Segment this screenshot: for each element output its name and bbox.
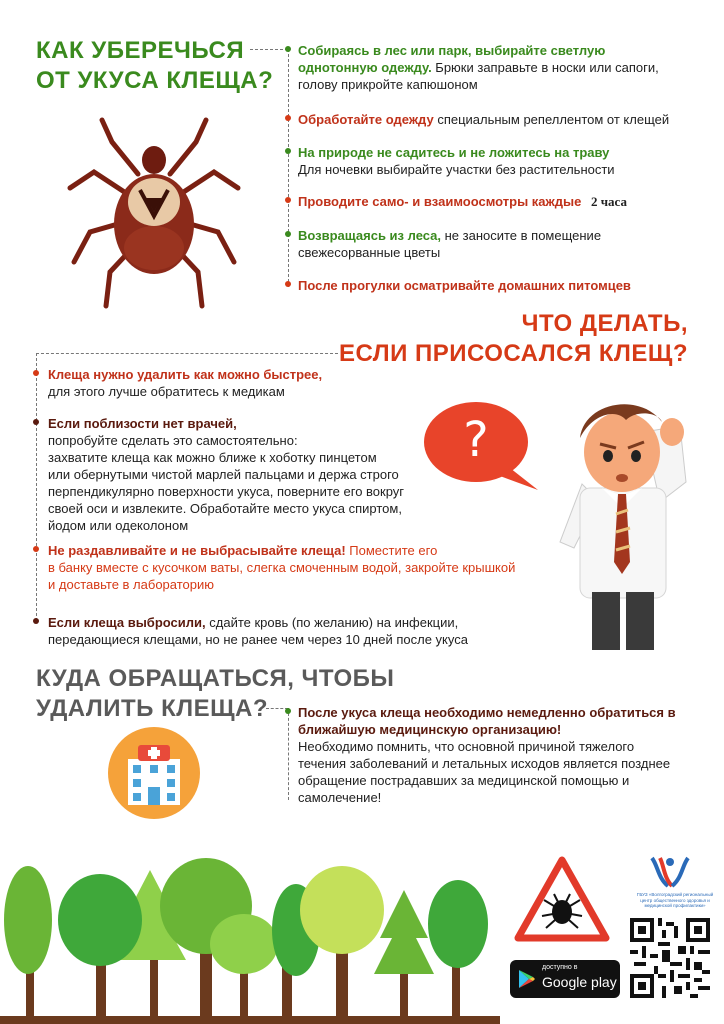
store-small-text: доступно в bbox=[542, 964, 578, 971]
s1-item-4-bold: Проводите само- и взаимоосмотры каждые bbox=[298, 194, 582, 209]
bullet-dot bbox=[33, 546, 39, 552]
s2-item-2-line: или обернутыми чистой марлей пальцами и держа строго bbox=[48, 467, 399, 482]
bullet-dot bbox=[285, 46, 291, 52]
section3-title-line2: УДАЛИТЬ КЛЕЩА? bbox=[36, 695, 269, 722]
s1-item-5-text: не заносите в помещение bbox=[441, 228, 602, 243]
s1-item-3 bbox=[298, 144, 708, 178]
s1-item-4 bbox=[298, 193, 708, 210]
connector-line bbox=[36, 353, 37, 621]
s1-item-5-line2: свежесорванные цветы bbox=[298, 245, 441, 260]
s2-item-1 bbox=[48, 366, 428, 400]
bullet-dot bbox=[285, 148, 291, 154]
s2-item-3-line: и доставьте в лабораторию bbox=[48, 577, 215, 592]
s1-item-1 bbox=[298, 42, 708, 93]
s2-item-3 bbox=[48, 542, 588, 593]
bullet-dot bbox=[285, 231, 291, 237]
s2-item-2-bold: Если поблизости нет врачей, bbox=[48, 416, 237, 431]
section2-title-line1: ЧТО ДЕЛАТЬ, bbox=[521, 310, 688, 337]
s2-item-4-bold: Если клеща выбросили, bbox=[48, 615, 206, 630]
s1-item-2-text: специальным репеллентом от клещей bbox=[433, 112, 670, 127]
s1-item-6 bbox=[298, 277, 708, 294]
s3-bold-line2: ближайшую медицинскую организацию! bbox=[298, 722, 562, 737]
bullet-dot bbox=[285, 281, 291, 287]
bullet-dot bbox=[33, 370, 39, 376]
s2-item-4-text: сдайте кровь (по желанию) на инфекции, bbox=[205, 615, 459, 630]
s2-item-2-line: попробуйте сделать это самостоятельно: bbox=[48, 433, 298, 448]
bullet-dot bbox=[285, 115, 291, 121]
s1-item-4-extra: 2 часа bbox=[590, 194, 627, 209]
s3-line: Необходимо помнить, что основной причиной тяжелого bbox=[298, 739, 635, 754]
connector-line bbox=[250, 49, 288, 50]
s1-item-3-bold: На природе не садитесь и не ложитесь на траву bbox=[298, 145, 610, 160]
s3-line: течения заболеваний и летальных исходов является позднее bbox=[298, 756, 671, 771]
google-play-icon bbox=[518, 969, 536, 989]
s2-item-1-bold: Клеща нужно удалить как можно быстрее, bbox=[48, 367, 323, 382]
bullet-dot bbox=[285, 197, 291, 203]
s3-line: самолечение! bbox=[298, 790, 382, 805]
s2-item-4-line2: передающиеся клещами, но не ранее чем через 10 дней после укуса bbox=[48, 632, 468, 647]
question-mark: ? bbox=[463, 412, 489, 468]
s2-item-3-text: Поместите его bbox=[345, 543, 438, 558]
s2-item-2-line: перпендикулярно поверхности укуса, поверните его вокруг bbox=[48, 484, 405, 499]
s1-item-5-bold: Возвращаясь из леса, bbox=[298, 228, 441, 243]
s2-item-2-line: захватите клеща как можно ближе к хоботку пинцетом bbox=[48, 450, 377, 465]
s1-item-1-text: Брюки заправьте в носки или сапоги, bbox=[431, 60, 659, 75]
s3-line: обращение пострадавших за медицинской помощью и bbox=[298, 773, 630, 788]
s1-item-1-line3: голову прикройте капюшоном bbox=[298, 77, 478, 92]
s2-item-3-line: в банку вместе с кусочком ваты, слегка смоченным водой, закройте крышкой bbox=[48, 560, 516, 575]
bullet-dot bbox=[285, 708, 291, 714]
trees-illustration bbox=[0, 850, 500, 1024]
google-play-badge[interactable] bbox=[510, 960, 620, 998]
s2-item-1-line2: для этого лучше обратитесь к медикам bbox=[48, 384, 285, 399]
connector-line bbox=[36, 353, 338, 354]
org-logo-icon bbox=[648, 856, 692, 888]
s3-text bbox=[298, 704, 708, 806]
bullet-dot bbox=[33, 618, 39, 624]
tick-illustration bbox=[60, 112, 250, 312]
s2-item-2 bbox=[48, 415, 438, 534]
section2-title-line2: ЕСЛИ ПРИСОСАЛСЯ КЛЕЩ? bbox=[339, 340, 688, 367]
section1-title bbox=[36, 36, 273, 96]
connector-line bbox=[288, 49, 289, 287]
section2-title bbox=[339, 309, 688, 369]
tick-warning-sign-icon bbox=[514, 856, 610, 942]
bullet-dot bbox=[33, 419, 39, 425]
confused-man-illustration bbox=[540, 392, 710, 652]
s1-item-1-bold2: однотонную одежду. bbox=[298, 60, 432, 75]
s1-item-5 bbox=[298, 227, 708, 261]
section1-title-line2: ОТ УКУСА КЛЕЩА? bbox=[36, 67, 274, 94]
s1-item-2 bbox=[298, 111, 708, 128]
s1-item-2-bold: Обработайте одежду bbox=[298, 112, 434, 127]
s2-item-4 bbox=[48, 614, 508, 648]
s3-bold-line1: После укуса клеща необходимо немедленно обратиться в bbox=[298, 705, 676, 720]
org-name-text: ГБУЗ «Волгоградский региональный центр общественного здоровья и медицинской профилактики» bbox=[636, 892, 714, 908]
store-name-text: Google play bbox=[542, 974, 617, 990]
hospital-icon bbox=[106, 725, 202, 821]
qr-code[interactable] bbox=[630, 918, 710, 998]
s1-item-1-bold: Собираясь в лес или парк, выбирайте светлую bbox=[298, 43, 606, 58]
s2-item-3-bold: Не раздавливайте и не выбрасывайте клеща! bbox=[48, 543, 346, 558]
section3-title-line1: КУДА ОБРАЩАТЬСЯ, ЧТОБЫ bbox=[36, 665, 395, 692]
connector-line bbox=[288, 708, 289, 800]
s2-item-2-line: своей оси и извлеките. Обработайте место укуса спиртом, bbox=[48, 501, 402, 516]
section1-title-line1: КАК УБЕРЕЧЬСЯ bbox=[36, 37, 245, 64]
s1-item-3-line2: Для ночевки выбирайте участки без растительности bbox=[298, 162, 615, 177]
s1-item-6-bold: После прогулки осматривайте домашних питомцев bbox=[298, 278, 631, 293]
s2-item-2-line: йодом или одеколоном bbox=[48, 518, 189, 533]
qr-code-pattern bbox=[630, 918, 710, 998]
